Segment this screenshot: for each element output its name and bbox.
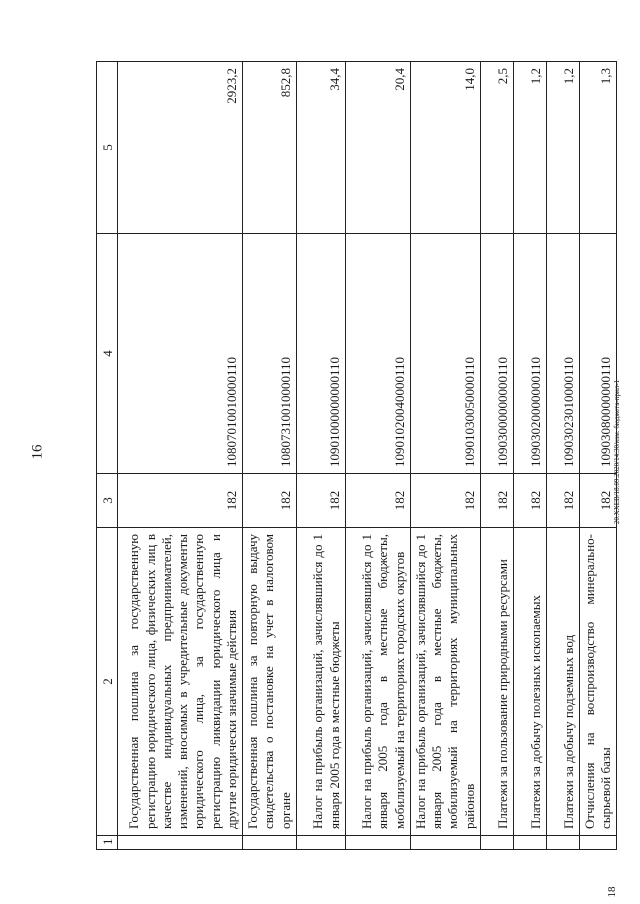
- row-budget-code: 10901020040000110: [345, 234, 410, 474]
- row-budget-code: 10807010010000110: [118, 234, 243, 474]
- row-amount: 1,2: [513, 62, 546, 234]
- table-row: [410, 62, 480, 850]
- row-budget-code: 10807310010000110: [243, 234, 297, 474]
- row-index-cell: [410, 836, 480, 850]
- row-amount: 1,2: [546, 62, 579, 234]
- row-admin-code: 182: [410, 474, 480, 528]
- row-index-cell: [579, 836, 617, 850]
- row-index-cell: [513, 836, 546, 850]
- page-number: 16: [29, 444, 46, 460]
- row-admin-code: 182: [546, 474, 579, 528]
- column-header-4: 4: [97, 234, 118, 474]
- row-amount: 2923,2: [118, 62, 243, 234]
- row-name: Налог на прибыль организаций, зачислявшийся до 1 января 2005 года в местные бюджеты: [296, 528, 345, 836]
- row-index-cell: [243, 836, 297, 850]
- row-name: Государственная пошлина за повторную выдачу свидетельства о постановке на учет в налоговом органе: [243, 528, 297, 836]
- table-row: [243, 62, 297, 850]
- row-name: Государственная пошлина за государственную регистрацию юридического лица, физических лиц в качестве индивидуальных предпринимателей, изменений, вносимых в учредительные документы юридического лица, за государственную регистрацию ликвидации юридического лица и другие юридически значимые действия: [118, 528, 243, 836]
- row-admin-code: 182: [296, 474, 345, 528]
- row-name: Платежи за добычу полезных ископаемых: [513, 528, 546, 836]
- table-row: [345, 62, 410, 850]
- row-index-cell: [118, 836, 243, 850]
- column-header-2: 2: [97, 528, 118, 836]
- row-budget-code: 10903080000000110: [579, 234, 617, 474]
- row-budget-code: 10903000000000110: [480, 234, 513, 474]
- row-amount: 2,5: [480, 62, 513, 234]
- row-budget-code: 10903020000000110: [513, 234, 546, 474]
- column-header-1: 1: [97, 836, 118, 850]
- row-amount: 14,0: [410, 62, 480, 234]
- header-row: [97, 62, 118, 850]
- row-name: Платежи за пользование природными ресурсами: [480, 528, 513, 836]
- row-admin-code: 182: [579, 474, 617, 528]
- row-name: Налог на прибыль организаций, зачислявшийся до 1 января 2005 года в местные бюджеты, мобилизуемый на территориях муниципальных районов: [410, 528, 480, 836]
- row-index-cell: [480, 836, 513, 850]
- row-admin-code: 182: [345, 474, 410, 528]
- row-budget-code: 10903023010000110: [546, 234, 579, 474]
- row-name: Отчисления на воспроизводство минерально-сырьевой базы: [579, 528, 617, 836]
- row-index-cell: [546, 836, 579, 850]
- row-amount: 1,3: [579, 62, 617, 234]
- footer-code: 20.XXЕВ/18.09.2020/14:30/изм. бюджета-прил-1: [613, 379, 621, 525]
- table-row: [296, 62, 345, 850]
- row-admin-code: 182: [243, 474, 297, 528]
- table-row: [513, 62, 546, 850]
- budget-table: [96, 61, 617, 850]
- row-admin-code: 182: [480, 474, 513, 528]
- rotated-table-area: [96, 62, 613, 850]
- row-amount: 34,4: [296, 62, 345, 234]
- row-budget-code: 10901000000000110: [296, 234, 345, 474]
- table-row: [480, 62, 513, 850]
- column-header-5: 5: [97, 62, 118, 234]
- row-name: Налог на прибыль организаций, зачислявшийся до 1 января 2005 года в местные бюджеты, мобилизуемый на территориях городских округов: [345, 528, 410, 836]
- table-row: [118, 62, 243, 850]
- corner-number: 18: [606, 886, 618, 898]
- row-amount: 20,4: [345, 62, 410, 234]
- row-name: Платежи за добычу подземных вод: [546, 528, 579, 836]
- row-amount: 852,8: [243, 62, 297, 234]
- row-admin-code: 182: [513, 474, 546, 528]
- table-sheet: [96, 62, 613, 850]
- row-admin-code: 182: [118, 474, 243, 528]
- row-budget-code: 10901030050000110: [410, 234, 480, 474]
- column-header-3: 3: [97, 474, 118, 528]
- table-row: [579, 62, 617, 850]
- table-row: [546, 62, 579, 850]
- row-index-cell: [345, 836, 410, 850]
- row-index-cell: [296, 836, 345, 850]
